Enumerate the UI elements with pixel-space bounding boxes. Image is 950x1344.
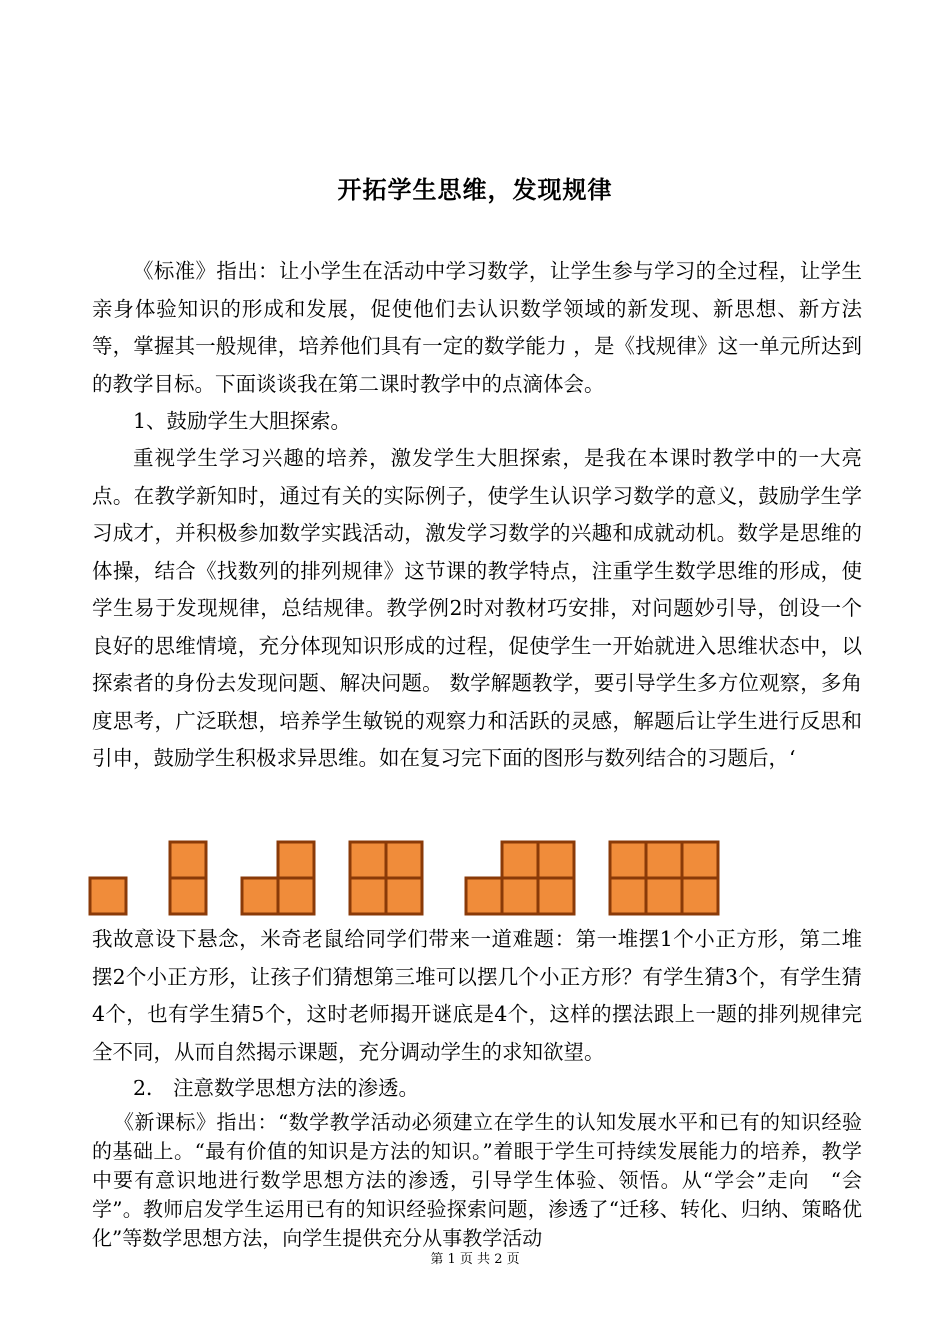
unit-square	[350, 878, 386, 914]
section-1-body: 重视学生学习兴趣的培养，激发学生大胆探索，是我在本课时教学中的一大亮点。在教学新知时，通过有关的实际例子，使学生认识学习数学的意义，鼓励学生学习成才，并积极参加数学实践活动，激发学习数学的兴趣和成就动机。数学是思维的体操，结合《找数列的排列规律》这节课的教学特点，注重学生数学思维的形成，使学生易于发现规律，总结规律。教学例2时对教材巧安排，对问题妙引导，创设一个良好的思维情境，充分体现知识形成的过程，促使学生一开始就进入思维状态中，以探索者的身份去发现问题、解决问题。 数学解题教学，要引导学生多方位观察，多角度思考，广泛联想，培养学生敏锐的观察力和活跃的灵感，解题后让学生进行反思和引申，鼓励学生积极求异思维。如在复习完下面的图形与数列结合的习题后，‘	[92, 446, 862, 770]
unit-square	[386, 842, 422, 878]
after-figure-paragraph: 我故意设下悬念，米奇老鼠给同学们带来一道难题：第一堆摆1个小正方形，第二堆摆2个小正方形，让孩子们猜想第三堆可以摆几个小正方形？有学生猜3个，有学生猜4个，也有学生猜5个，这时老师揭开谜底是4个，这样的摆法跟上一题的排列规律完全不同，从而自然揭示课题，充分调动学生的求知欲望。	[92, 927, 862, 1064]
page-title: 开拓学生思维，发现规律	[337, 176, 613, 204]
square-group-1	[90, 878, 126, 914]
unit-square	[278, 878, 314, 914]
unit-square	[646, 842, 682, 878]
unit-square	[350, 842, 386, 878]
square-group-4	[350, 842, 422, 914]
unit-square	[682, 842, 718, 878]
section-2-heading: 2． 注意数学思想方法的渗透。	[133, 1076, 420, 1100]
unit-square	[502, 842, 538, 878]
square-group-5	[466, 842, 574, 914]
intro-paragraph: 《标准》指出：让小学生在活动中学习数学，让学生参与学习的全过程，让学生亲身体验知识的形成和发展，促使他们去认识数学领域的新发现、新思想、新方法等，掌握其一般规律，培养他们具有一定的数学能力 ，是《找规律》这一单元所达到的教学目标。下面谈谈我在第二课时教学中的点滴体会。	[92, 259, 862, 396]
unit-square	[682, 878, 718, 914]
unit-square	[242, 878, 278, 914]
unit-square	[646, 878, 682, 914]
section-1-heading: 1、鼓励学生大胆探索。	[133, 409, 352, 433]
unit-square	[466, 878, 502, 914]
square-group-6	[610, 842, 718, 914]
square-group-2	[170, 842, 206, 914]
unit-square	[610, 878, 646, 914]
unit-square	[278, 842, 314, 878]
unit-square	[610, 842, 646, 878]
section-2-body: 《新课标》指出：“数学教学活动必须建立在学生的认知发展水平和已有的知识经验的基础上。“最有价值的知识是方法的知识。”着眼于学生可持续发展能力的培养，教学中要有意识地进行数学思想方法的渗透，引导学生体验、领悟。从“学会”走向 “会学”。教师启发学生运用已有的知识经验探索问题，渗透了“迁移、转化、归纳、策略优化”等数学思想方法，向学生提供充分从事教学活动	[92, 1110, 862, 1250]
unit-square	[386, 878, 422, 914]
unit-square	[90, 878, 126, 914]
unit-square	[170, 878, 206, 914]
square-group-3	[242, 842, 314, 914]
unit-square	[502, 878, 538, 914]
unit-square	[538, 878, 574, 914]
page-footer: 第 1 页 共 2 页	[430, 1252, 520, 1267]
square-pattern-figure	[88, 840, 728, 916]
unit-square	[170, 842, 206, 878]
unit-square	[538, 842, 574, 878]
